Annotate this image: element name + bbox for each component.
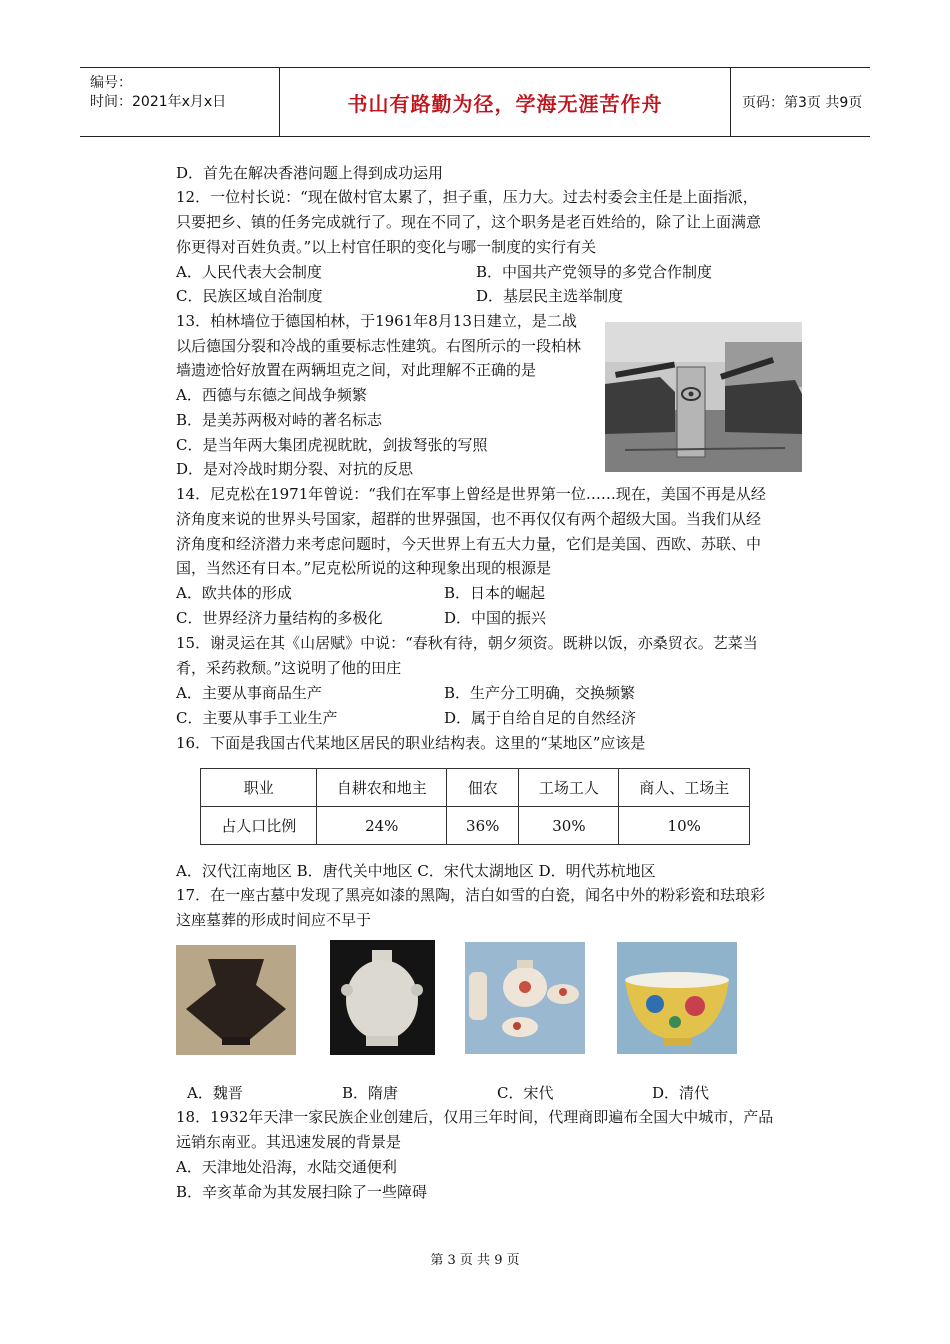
q17-option-a: A．魏晋 xyxy=(187,1084,243,1102)
q17-text-2: 这座墓葬的形成时间应不早于 xyxy=(176,911,372,929)
q12-text-1: 12．一位村长说：“现在做村官太累了，担子重，压力大。过去村委会主任是上面指派， xyxy=(176,188,758,206)
q17-text-1: 17．在一座古墓中发现了黑亮如漆的黑陶，洁白如雪的白瓷，闻名中外的粉彩瓷和珐琅彩 xyxy=(176,886,766,904)
q14-option-b: B．日本的崛起 xyxy=(444,584,546,602)
q17-option-d: D．清代 xyxy=(652,1084,710,1102)
q16-options: A．汉代江南地区 B．唐代关中地区 C．宋代太湖地区 D．明代苏杭地区 xyxy=(176,862,656,880)
date-label: 时间：2021年x月x日 xyxy=(90,94,227,110)
header-page-label: 页码：第3页 共9页 xyxy=(742,95,863,111)
table-header-row xyxy=(201,769,750,807)
q14-option-d: D．中国的振兴 xyxy=(444,609,547,627)
q18-text-2: 远销东南亚。其迅速发展的背景是 xyxy=(176,1133,402,1151)
q15-text-1: 15．谢灵运在其《山居赋》中说：“春秋有待，朝夕须资。既耕以饭，亦桑贸衣。艺菜当 xyxy=(176,634,758,652)
q13-text-1: 13．柏林墙位于德国柏林，于1961年8月13日建立，是二战 xyxy=(176,312,577,330)
q14-text-1: 14．尼克松在1971年曾说：“我们在军事上曾经是世界第一位……现在，美国不再是从经 xyxy=(176,485,766,503)
q13-option-a: A．西德与东德之间战争频繁 xyxy=(176,386,367,404)
q12-text-3: 你更得对百姓负责。”以上村官任职的变化与哪一制度的实行有关 xyxy=(176,238,597,256)
enamel-bowl-photo xyxy=(617,942,737,1054)
q14-text-4: 国，当然还有日本。”尼克松所说的这种现象出现的根源是 xyxy=(176,559,552,577)
q12-option-d: D．基层民主选举制度 xyxy=(476,287,624,305)
q12-option-a: A．人民代表大会制度 xyxy=(176,263,322,281)
q12-text-2: 只要把乡、镇的任务完成就行了。现在不同了，这个职务是老百姓给的，除了让上面满意 xyxy=(176,213,762,231)
q15-option-c: C．主要从事手工业生产 xyxy=(176,709,338,727)
table-header-cell: 佃农 xyxy=(447,769,519,807)
berlin-wall-photo xyxy=(605,322,802,472)
table-header-cell: 职业 xyxy=(201,769,317,807)
table-cell: 10% xyxy=(619,807,750,845)
q18-text-1: 18．1932年天津一家民族企业创建后，仅用三年时间，代理商即遍布全国大中城市，产品 xyxy=(176,1108,774,1126)
black-pottery-photo xyxy=(176,945,296,1055)
q16-text-1: 16．下面是我国古代某地区居民的职业结构表。这里的“某地区”应该是 xyxy=(176,734,646,752)
famille-rose-porcelain-photo xyxy=(465,942,585,1054)
q13-option-c: C．是当年两大集团虎视眈眈，剑拔弩张的写照 xyxy=(176,436,488,454)
q13-option-d: D．是对冷战时期分裂、对抗的反思 xyxy=(176,460,414,478)
q12-option-b: B．中国共产党领导的多党合作制度 xyxy=(476,263,713,281)
q15-option-a: A．主要从事商品生产 xyxy=(176,684,322,702)
table-header-cell: 自耕农和地主 xyxy=(317,769,447,807)
q13-text-2: 以后德国分裂和冷战的重要标志性建筑。右图所示的一段柏林 xyxy=(176,337,582,355)
q14-text-3: 济角度和经济潜力来考虑问题时，今天世界上有五大力量，它们是美国、西欧、苏联、中 xyxy=(176,535,762,553)
page-header xyxy=(80,67,870,137)
q13-text-3: 墙遗迹恰好放置在两辆坦克之间，对此理解不正确的是 xyxy=(176,361,537,379)
q17-option-c: C．宋代 xyxy=(497,1084,554,1102)
table-header-cell: 商人、工场主 xyxy=(619,769,750,807)
q14-option-c: C．世界经济力量结构的多极化 xyxy=(176,609,383,627)
white-porcelain-photo xyxy=(330,940,435,1055)
q15-option-b: B．生产分工明确，交换频繁 xyxy=(444,684,636,702)
header-left-cell xyxy=(80,68,280,136)
page-footer: 第 3 页 共 9 页 xyxy=(430,1253,520,1268)
q14-option-a: A．欧共体的形成 xyxy=(176,584,292,602)
table-row xyxy=(201,807,750,845)
header-motto: 书山有路勤为径，学海无涯苦作舟 xyxy=(280,68,731,136)
q11-option-d: D．首先在解决香港问题上得到成功运用 xyxy=(176,164,444,182)
q12-option-c: C．民族区域自治制度 xyxy=(176,287,323,305)
table-header-cell: 工场工人 xyxy=(519,769,619,807)
occupation-table xyxy=(200,768,750,845)
number-label: 编号： xyxy=(90,75,132,91)
table-cell: 24% xyxy=(317,807,447,845)
q17-option-b: B．隋唐 xyxy=(342,1084,399,1102)
q15-option-d: D．属于自给自足的自然经济 xyxy=(444,709,637,727)
table-cell: 占人口比例 xyxy=(201,807,317,845)
q18-option-a: A．天津地处沿海，水陆交通便利 xyxy=(176,1158,397,1176)
table-cell: 36% xyxy=(447,807,519,845)
q18-option-b: B．辛亥革命为其发展扫除了一些障碍 xyxy=(176,1183,428,1201)
q13-option-b: B．是美苏两极对峙的著名标志 xyxy=(176,411,383,429)
q14-text-2: 济角度来说的世界头号国家，超群的世界强国，也不再仅仅有两个超级大国。当我们从经 xyxy=(176,510,762,528)
q15-text-2: 肴，采药救颓。”这说明了他的田庄 xyxy=(176,659,402,677)
table-cell: 30% xyxy=(519,807,619,845)
